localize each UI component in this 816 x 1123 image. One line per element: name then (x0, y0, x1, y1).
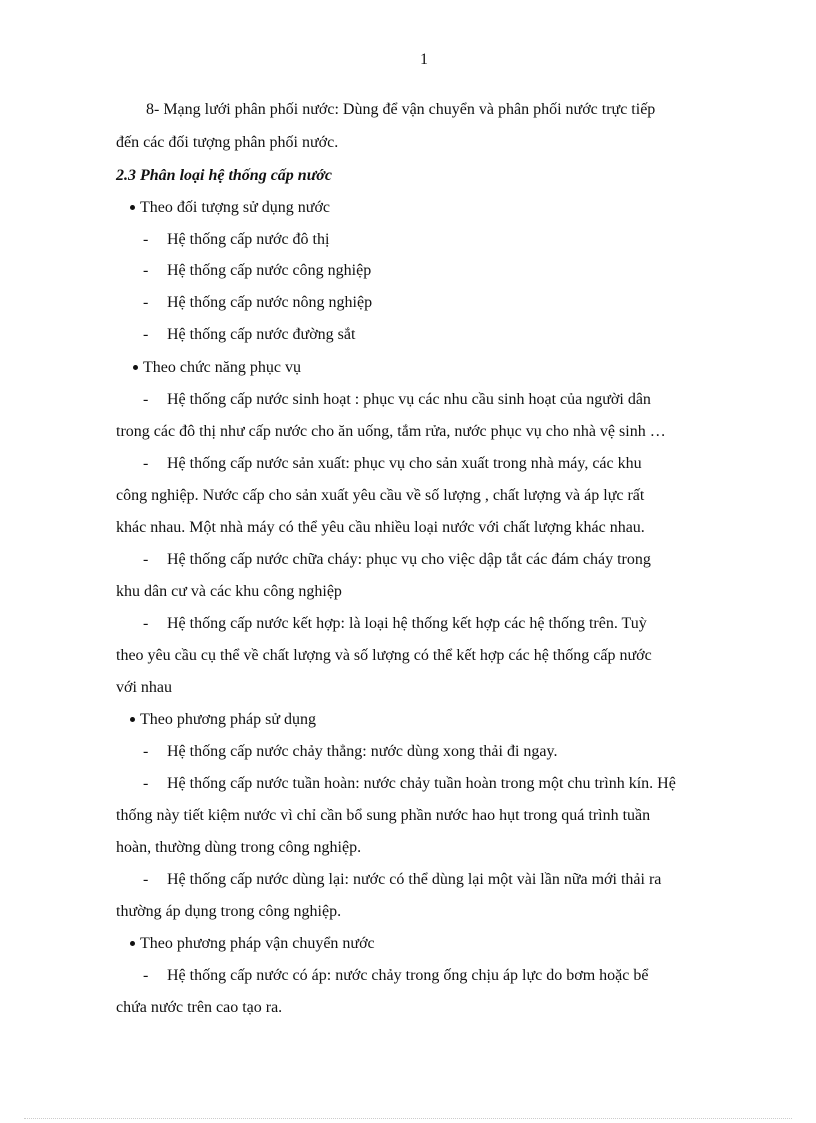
paragraph-line: chứa nước trên cao tạo ra. (116, 999, 283, 1016)
dash-item: - Hệ thống cấp nước chảy thẳng: nước dùng xong thải đi ngay. (143, 743, 558, 760)
dash-item: - Hệ thống cấp nước có áp: nước chảy trong ống chịu áp lực do bơm hoặc bể (143, 967, 649, 984)
dash-item: - Hệ thống cấp nước đô thị (143, 231, 330, 248)
paragraph-line: trong các đô thị như cấp nước cho ăn uống, tắm rửa, nước phục vụ cho nhà vệ sinh … (116, 423, 666, 440)
dash-item: - Hệ thống cấp nước đường sắt (143, 326, 356, 343)
dash-item: - Hệ thống cấp nước dùng lại: nước có thể dùng lại một vài lần nữa mới thải ra (143, 871, 662, 888)
bullet-icon (133, 365, 138, 370)
section-heading: 2.3 Phân loại hệ thống cấp nước (116, 167, 332, 184)
paragraph-line: thống này tiết kiệm nước vì chỉ cần bổ sung phần nước hao hụt trong quá trình tuần (116, 807, 651, 824)
bullet-icon (130, 717, 135, 722)
dash-item: - Hệ thống cấp nước kết hợp: là loại hệ thống kết hợp các hệ thống trên. Tuỳ (143, 615, 647, 632)
bullet-item: Theo chức năng phục vụ (133, 357, 301, 379)
dash-item: - Hệ thống cấp nước sinh hoạt : phục vụ các nhu cầu sinh hoạt của người dân (143, 391, 651, 408)
dash-item: - Hệ thống cấp nước công nghiệp (143, 262, 372, 279)
bullet-item: Theo phương pháp vận chuyển nước (130, 933, 375, 955)
paragraph-line: khác nhau. Một nhà máy có thể yêu cầu nhiều loại nước với chất lượng khác nhau. (116, 519, 645, 536)
bullet-item: Theo phương pháp sử dụng (130, 709, 316, 731)
page-number: 1 (420, 51, 428, 68)
paragraph-line: hoàn, thường dùng trong công nghiệp. (116, 839, 362, 856)
bullet-item: Theo đối tượng sử dụng nước (130, 197, 330, 219)
paragraph-line: 8- Mạng lưới phân phối nước: Dùng để vận chuyển và phân phối nước trực tiếp (146, 101, 656, 118)
dash-item: - Hệ thống cấp nước chữa cháy: phục vụ cho việc dập tắt các đám cháy trong (143, 551, 651, 568)
bullet-icon (130, 205, 135, 210)
paragraph-line: với nhau (116, 679, 173, 696)
paragraph-line: đến các đối tượng phân phối nước. (116, 134, 339, 151)
page-bottom-rule (24, 1118, 792, 1119)
paragraph-line: thường áp dụng trong công nghiệp. (116, 903, 342, 920)
paragraph-line: công nghiệp. Nước cấp cho sản xuất yêu cầu về số lượng , chất lượng và áp lực rất (116, 487, 645, 504)
dash-item: - Hệ thống cấp nước tuần hoàn: nước chảy tuần hoàn trong một chu trình kín. Hệ (143, 775, 676, 792)
paragraph-line: theo yêu cầu cụ thể về chất lượng và số lượng có thể kết hợp các hệ thống cấp nước (116, 647, 652, 664)
bullet-icon (130, 941, 135, 946)
dash-item: - Hệ thống cấp nước sản xuất: phục vụ cho sản xuất trong nhà máy, các khu (143, 455, 642, 472)
dash-item: - Hệ thống cấp nước nông nghiệp (143, 294, 373, 311)
paragraph-line: khu dân cư và các khu công nghiệp (116, 583, 342, 600)
